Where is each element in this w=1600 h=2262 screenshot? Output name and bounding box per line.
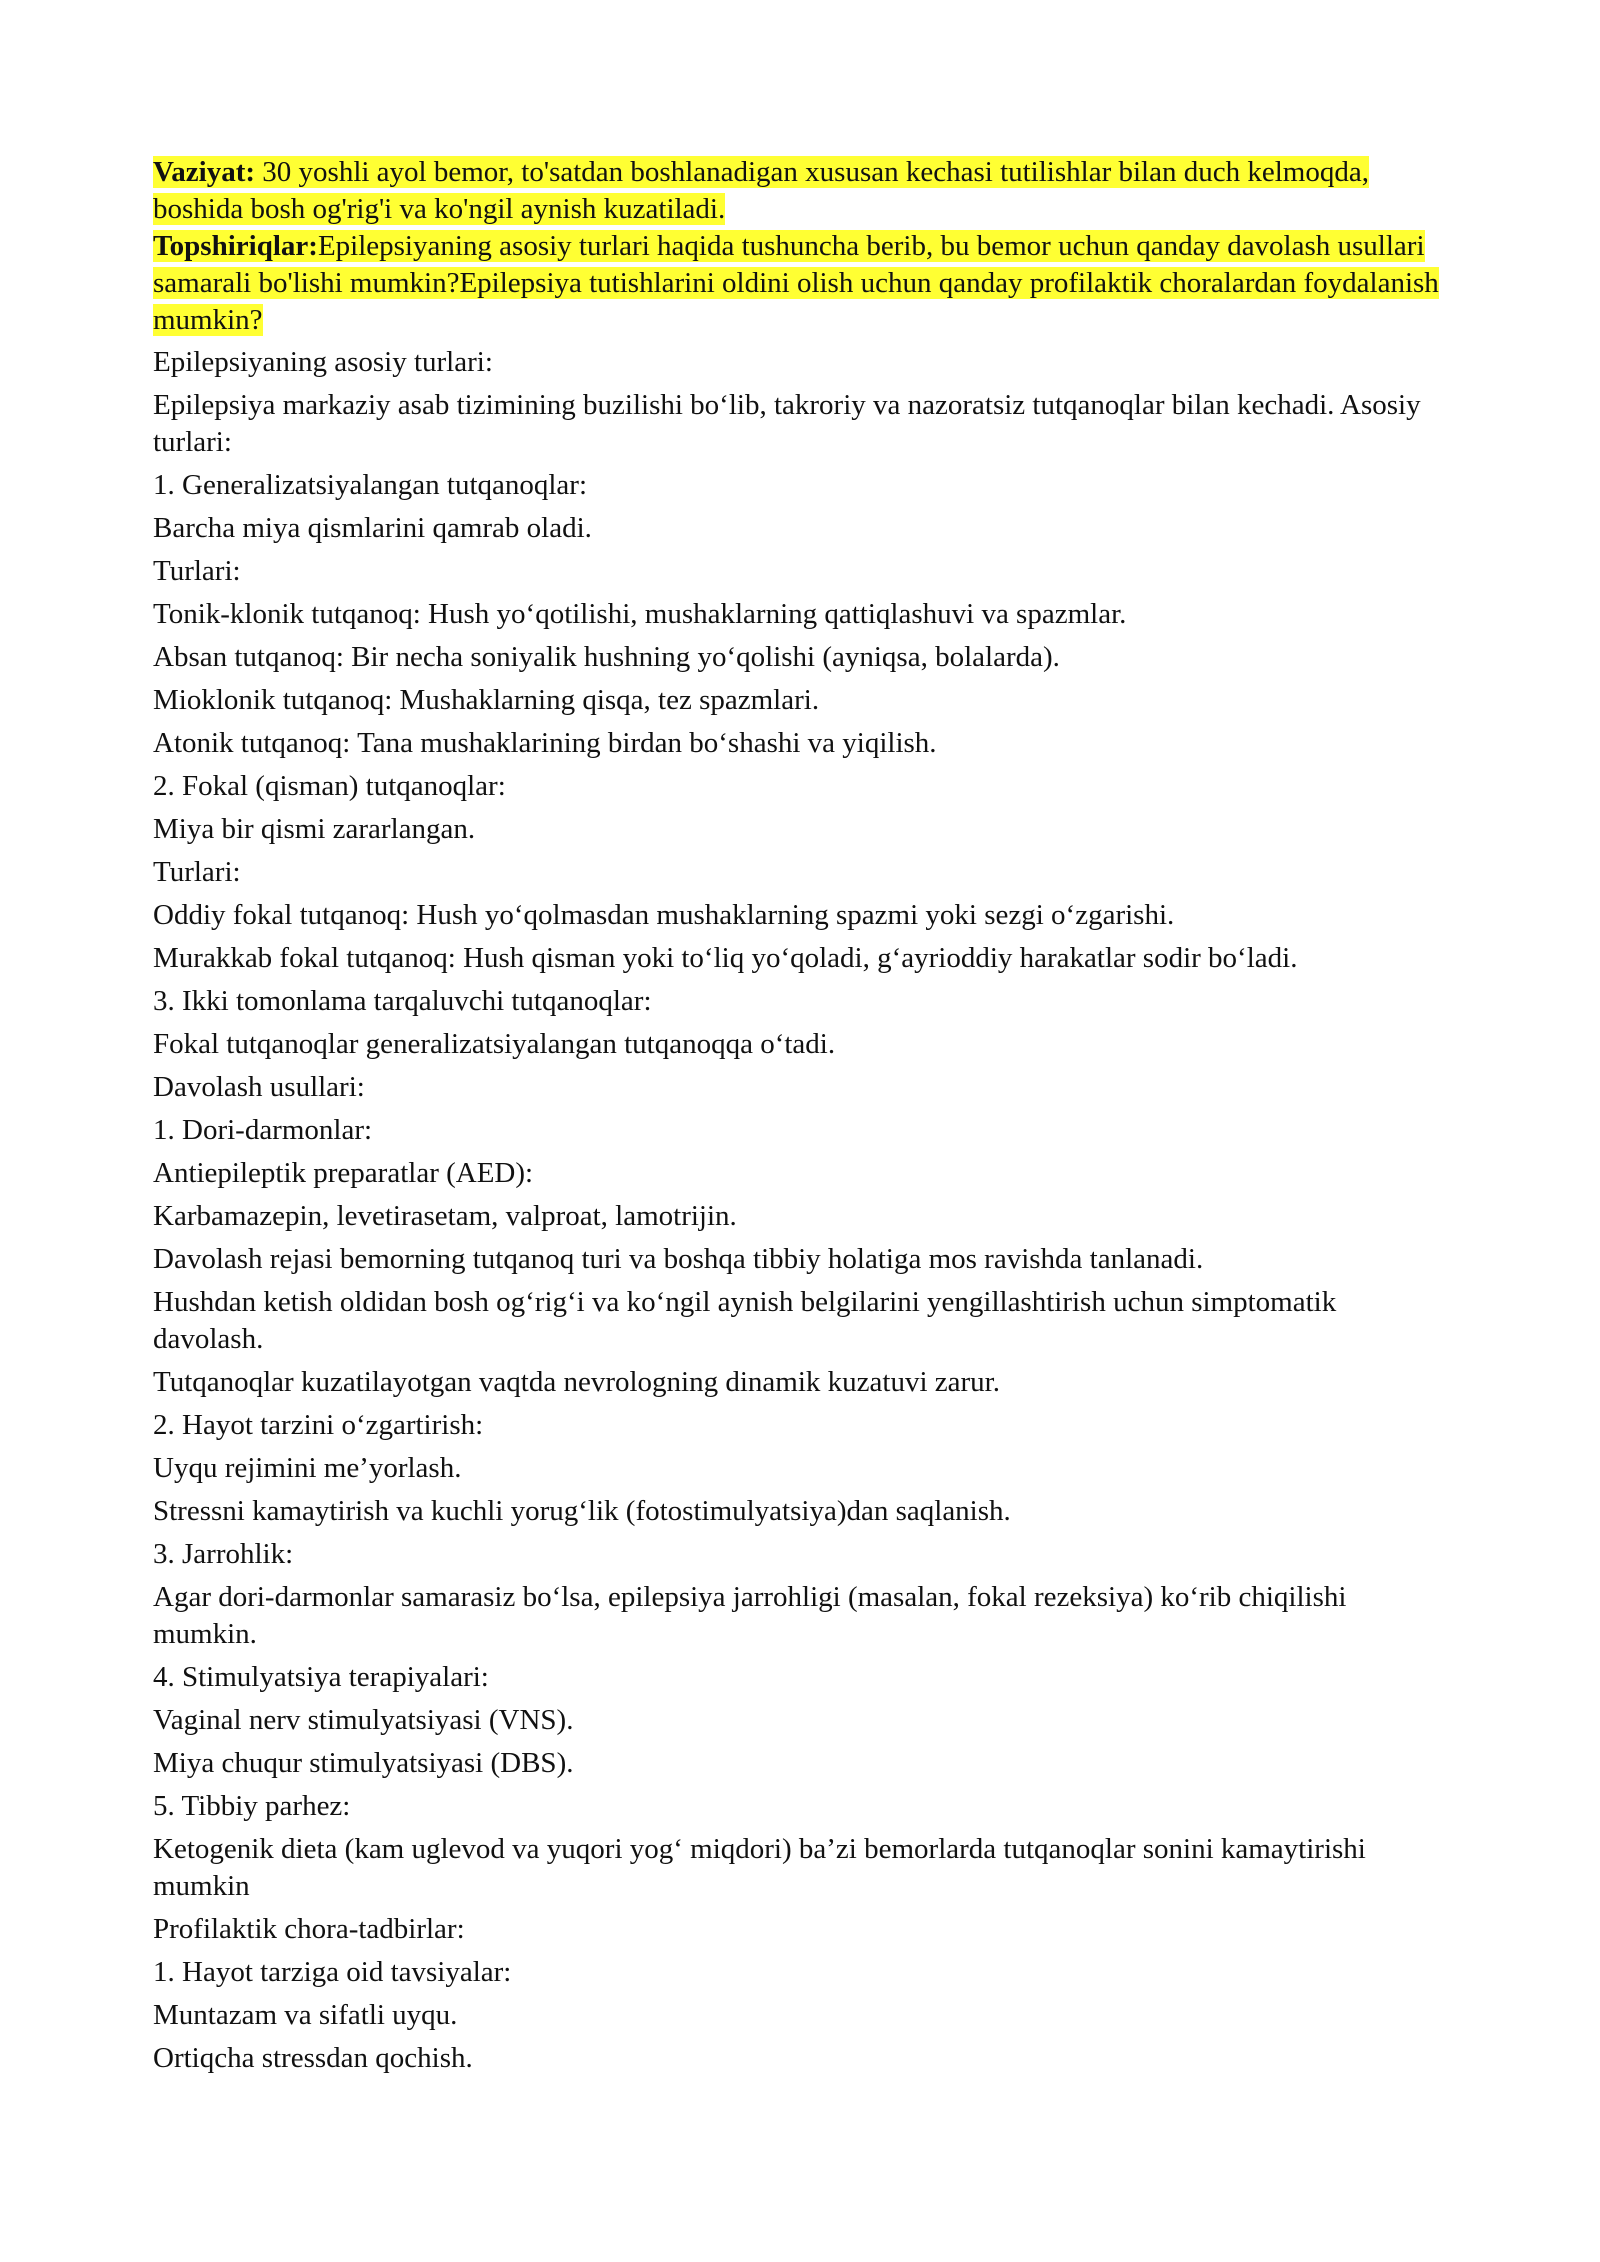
paragraph: Atonik tutqanoq: Tana mushaklarining birdan bo‘shashi va yiqilish. [153,727,937,759]
paragraph: Mioklonik tutqanoq: Mushaklarning qisqa, tez spazmlari. [153,684,820,716]
paragraph: Tutqanoqlar kuzatilayotgan vaqtda nevrologning dinamik kuzatuvi zarur. [153,1366,1000,1398]
section-heading-types: Epilepsiyaning asosiy turlari: [153,346,493,378]
tasks-label: Topshiriqlar: [153,230,318,262]
paragraph: Absan tutqanoq: Bir necha soniyalik hushning yo‘qolishi (ayniqsa, bolalarda). [153,641,1060,673]
list-heading: 3. Ikki tomonlama tarqaluvchi tutqanoqlar: [153,985,652,1017]
list-heading: 2. Fokal (qisman) tutqanoqlar: [153,770,506,802]
paragraph: Epilepsiya markaziy asab tizimining buzilishi bo‘lib, takroriy va nazoratsiz tutqanoqlar bilan kechadi. Asosiy turlari: [153,389,1421,458]
list-heading: 3. Jarrohlik: [153,1538,294,1570]
tasks-block [153,230,1439,336]
tasks-text: Epilepsiyaning asosiy turlari haqida tushuncha berib, bu bemor uchun qanday davolash usullari samarali bo'lishi mumkin?Epilepsiya tutishlarini oldini olish uchun qanday profilaktik choralardan foydalanish mumkin? [153,230,1439,336]
list-heading: 4. Stimulyatsiya terapiyalari: [153,1661,489,1693]
paragraph: Hushdan ketish oldidan bosh og‘rig‘i va ko‘ngil aynish belgilarini yengillashtirish uchun simptomatik davolash. [153,1286,1337,1355]
paragraph: Antiepileptik preparatlar (AED): [153,1157,534,1189]
paragraph: Ketogenik dieta (kam uglevod va yuqori yog‘ miqdori) ba’zi bemorlarda tutqanoqlar sonini kamaytirishi mumkin [153,1833,1366,1902]
paragraph: Davolash rejasi bemorning tutqanoq turi va boshqa tibbiy holatiga mos ravishda tanlanadi. [153,1243,1204,1275]
paragraph: Barcha miya qismlarini qamrab oladi. [153,512,592,544]
paragraph: Miya chuqur stimulyatsiyasi (DBS). [153,1747,574,1779]
subheading: Turlari: [153,856,241,888]
list-heading: 1. Dori-darmonlar: [153,1114,373,1146]
paragraph: Muntazam va sifatli uyqu. [153,1999,458,2031]
section-heading-prevention: Profilaktik chora-tadbirlar: [153,1913,465,1945]
paragraph: Oddiy fokal tutqanoq: Hush yo‘qolmasdan mushaklarning spazmi yoki sezgi o‘zgarishi. [153,899,1175,931]
situation-label: Vaziyat: [153,156,256,188]
document-body [153,154,1453,2083]
list-heading: 5. Tibbiy parhez: [153,1790,351,1822]
section-heading-treatment: Davolash usullari: [153,1071,365,1103]
subheading: Turlari: [153,555,241,587]
paragraph: Vaginal nerv stimulyatsiyasi (VNS). [153,1704,574,1736]
paragraph: Murakkab fokal tutqanoq: Hush qisman yoki to‘liq yo‘qoladi, g‘ayrioddiy harakatlar sodir bo‘ladi. [153,942,1298,974]
list-heading: 1. Generalizatsiyalangan tutqanoqlar: [153,469,588,501]
paragraph: Stressni kamaytirish va kuchli yorug‘lik (fotostimulyatsiya)dan saqlanish. [153,1495,1011,1527]
paragraph: Tonik-klonik tutqanoq: Hush yo‘qotilishi, mushaklarning qattiqlashuvi va spazmlar. [153,598,1127,630]
paragraph: Agar dori-darmonlar samarasiz bo‘lsa, epilepsiya jarrohligi (masalan, fokal rezeksiya) ko‘rib chiqilishi mumkin. [153,1581,1347,1650]
list-heading: 2. Hayot tarzini o‘zgartirish: [153,1409,484,1441]
situation-block [153,156,1369,225]
paragraph: Karbamazepin, levetirasetam, valproat, lamotrijin. [153,1200,737,1232]
paragraph: Fokal tutqanoqlar generalizatsiyalangan tutqanoqqa o‘tadi. [153,1028,836,1060]
paragraph: Ortiqcha stressdan qochish. [153,2042,473,2074]
paragraph: Uyqu rejimini me’yorlash. [153,1452,462,1484]
highlighted-task-block [153,154,1453,339]
situation-text: 30 yoshli ayol bemor, to'satdan boshlanadigan xususan kechasi tutilishlar bilan duch kelmoqda, boshida bosh og'rig'i va ko'ngil aynish kuzatiladi. [153,156,1369,225]
paragraph: Miya bir qismi zararlangan. [153,813,476,845]
list-heading: 1. Hayot tarziga oid tavsiyalar: [153,1956,512,1988]
